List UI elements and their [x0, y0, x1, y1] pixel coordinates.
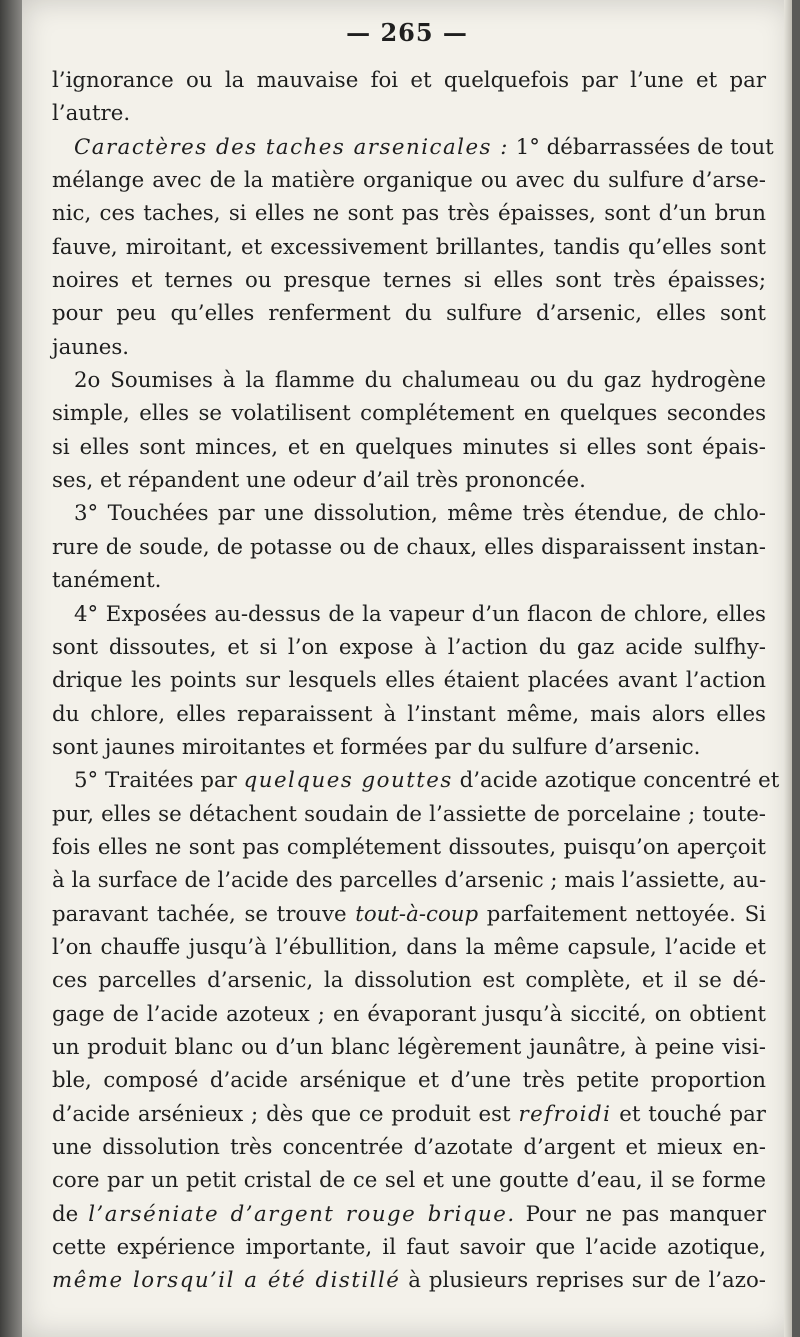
- text-line: 4° Exposées au-dessus de la vapeur d’un flacon de chlore, elles: [74, 601, 766, 627]
- book-spine: [0, 0, 22, 1337]
- text-run: parfaitement nettoyée. Si: [478, 901, 766, 927]
- text-line: rure de soude, de potasse ou de chaux, elles disparaissent instan-: [52, 534, 766, 560]
- text-line: sont dissoutes, et si l’on expose à l’action du gaz acide sulfhy-: [52, 634, 766, 660]
- page-edge: [784, 0, 792, 1337]
- text-line: noires et ternes ou presque ternes si elles sont très épaisses;: [52, 268, 766, 294]
- text-run: de: [52, 1201, 89, 1227]
- text-line: [52, 1098, 766, 1131]
- text-line: nic, ces taches, si elles ne sont pas très épaisses, sont d’un brun: [52, 201, 766, 227]
- book-page: [22, 0, 792, 1337]
- text-run: Pour ne pas manquer: [515, 1201, 766, 1227]
- text-line: cette expérience importante, il faut savoir que l’acide azotique,: [52, 1235, 766, 1261]
- text-run: à plusieurs reprises sur de l’azo-: [400, 1268, 766, 1294]
- text-line: l’on chauffe jusqu’à l’ébullition, dans la même capsule, l’acide et: [52, 934, 766, 960]
- text-run: et touché par: [611, 1101, 766, 1127]
- text-run: 1° débarrassées de tout: [508, 134, 774, 160]
- text-line: [52, 131, 774, 164]
- text-line: l’ignorance ou la mauvaise foi et quelquefois par l’une et par: [52, 68, 766, 93]
- text-line: une dissolution très concentrée d’azotate d’argent et mieux en-: [52, 1135, 766, 1160]
- italic-text: l’arséniate d’argent rouge brique.: [88, 1201, 516, 1227]
- italic-text: tout-à-coup: [355, 901, 479, 927]
- text-line: un produit blanc ou d’un blanc légèrement jaunâtre, à peine visi-: [52, 1034, 766, 1060]
- italic-text: refroidi: [518, 1101, 612, 1127]
- text-line: core par un petit cristal de ce sel et une goutte d’eau, il se forme: [52, 1168, 766, 1194]
- text-line: [52, 1264, 766, 1297]
- text-run: d’acide azotique concentré et: [452, 768, 780, 794]
- text-line: 2o Soumises à la flamme du chalumeau ou du gaz hydrogène: [74, 368, 766, 394]
- text-line: gage de l’acide azoteux ; en évaporant jusqu’à siccité, on obtient: [52, 1001, 766, 1027]
- text-run: d’acide arsénieux ; dès que ce produit est: [52, 1101, 519, 1127]
- text-line: ces parcelles d’arsenic, la dissolution est complète, et il se dé-: [52, 968, 766, 994]
- text-line: à la surface de l’acide des parcelles d’arsenic ; mais l’assiette, au-: [52, 868, 767, 894]
- page-number: — 265 —: [346, 18, 468, 47]
- text-line: fois elles ne sont pas complétement dissoutes, puisqu’on aperçoit: [52, 834, 766, 860]
- body-text: [52, 64, 780, 1298]
- text-run: paravant tachée, se trouve: [52, 901, 356, 927]
- text-line: pour peu qu’elles renferment du sulfure d’arsenic, elles sont: [52, 301, 766, 327]
- text-line: pur, elles se détachent soudain de l’assiette de porcelaine ; toute-: [52, 801, 766, 827]
- text-line: jaunes.: [52, 334, 130, 360]
- text-line: l’autre.: [52, 101, 131, 127]
- italic-text: même lorsqu’il a été distillé: [52, 1268, 401, 1294]
- text-line: drique les points sur lesquels elles étaient placées avant l’action: [52, 668, 766, 694]
- text-line: [52, 898, 766, 931]
- text-line: ble, composé d’acide arsénique et d’une très petite proportion: [52, 1068, 766, 1094]
- text-line: sont jaunes miroitantes et formées par du sulfure d’arsenic.: [52, 734, 701, 760]
- text-line: du chlore, elles reparaissent à l’instant même, mais alors elles: [52, 701, 766, 727]
- text-line: 3° Touchées par une dissolution, même très étendue, de chlo-: [74, 501, 766, 527]
- text-line: fauve, miroitant, et excessivement brillantes, tandis qu’elles sont: [52, 234, 766, 260]
- text-line: mélange avec de la matière organique ou avec du sulfure d’arse-: [52, 168, 766, 194]
- text-line: tanément.: [52, 568, 162, 594]
- text-line: [52, 764, 780, 797]
- text-run: 5° Traitées par: [74, 768, 244, 794]
- text-line: simple, elles se volatilisent complétement en quelques secondes: [52, 401, 766, 427]
- italic-text: quelques gouttes: [243, 768, 453, 794]
- text-line: ses, et répandent une odeur d’ail très prononcée.: [52, 468, 586, 494]
- italic-text: Caractères des taches arsenicales :: [74, 134, 509, 160]
- text-line: si elles sont minces, et en quelques minutes si elles sont épais-: [52, 434, 766, 460]
- text-line: [52, 1198, 766, 1231]
